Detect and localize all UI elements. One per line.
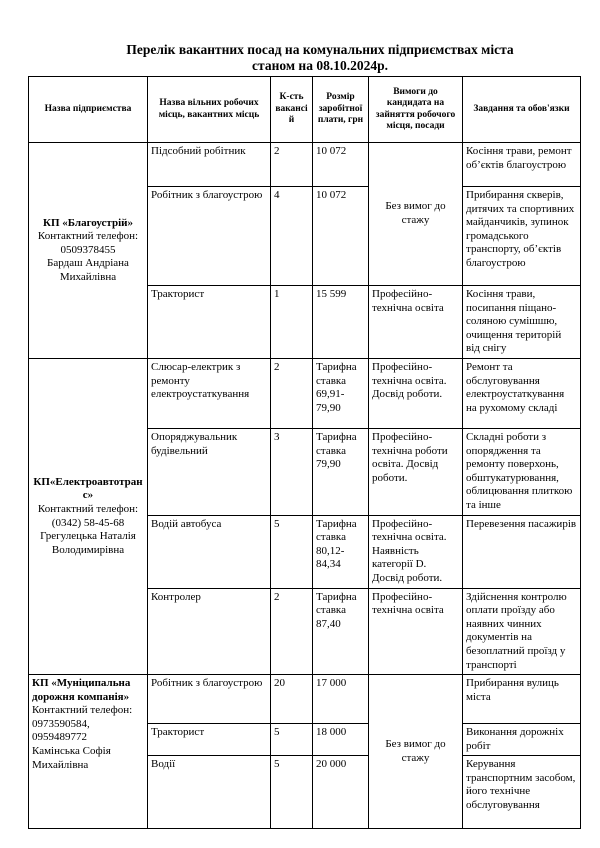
header-requirements: Вимоги до кандидата на зайняття робочого місця, посади [369,77,463,143]
contact-label: Контактний телефон: [37,502,139,515]
position-cell: Робітник з благоустрою [148,675,271,724]
table-row [29,675,581,724]
position-cell: Контролер [148,588,271,675]
salary-cell: 20 000 [313,756,369,829]
salary-cell: 10 072 [313,187,369,286]
page-title [60,42,580,74]
position-cell: Тракторист [148,724,271,756]
title-line-1: Перелік вакантних посад на комунальних підприємствах міста [126,42,514,57]
position-cell: Слюсар-електрик з ремонту електроустаткування [148,359,271,429]
enterprise-cell [29,675,148,829]
header-count: К-сть вакансій [271,77,313,143]
duties-cell: Складні роботи з опорядження та ремонту поверхонь, обштукатурювання, облицювання плиткою та інше [463,429,581,516]
contact-person: Грегулецька Наталія Володимирівна [40,530,136,556]
header-enterprise: Назва підприємства [29,77,148,143]
requirement-cell: Без вимог до стажу [369,143,463,286]
position-cell: Водії [148,756,271,829]
count-cell: 5 [271,515,313,588]
contact-person: Камінська Софія Михайлівна [32,745,111,771]
enterprise-name: КП«Електроавтотранс» [33,475,143,502]
salary-cell: 15 599 [313,286,369,359]
requirement-cell: Професійно-технічна освіта [369,588,463,675]
position-cell: Тракторист [148,286,271,359]
count-cell: 4 [271,187,313,286]
count-cell: 20 [271,675,313,724]
header-row [29,77,581,143]
enterprise-name: КП «Благоустрій» [43,216,133,229]
contact-phones: 0509378455 [60,243,116,256]
position-cell: Опоряджувальник будівельний [148,429,271,516]
count-cell: 5 [271,756,313,829]
duties-cell: Перевезення пасажирів [463,515,581,588]
duties-cell: Виконання дорожніх робіт [463,724,581,756]
duties-cell: Керування транспортним засобом, його технічне обслуговування [463,756,581,829]
duties-cell: Косіння трави, посипання піщано-соляною сумішшю, очищення територій від снігу [463,286,581,359]
position-cell: Робітник з благоустрою [148,187,271,286]
salary-cell: 17 000 [313,675,369,724]
count-cell: 2 [271,143,313,187]
requirement-cell: Професійно-технічна освіта [369,286,463,359]
count-cell: 3 [271,429,313,516]
contact-label: Контактний телефон: [32,704,133,717]
requirement-cell: Професійно-технічна освіта. Наявність категорії D. Досвід роботи. [369,515,463,588]
salary-cell: Тарифна ставка 79,90 [313,429,369,516]
salary-cell: 10 072 [313,143,369,187]
header-duties: Завдання та обов'язки [463,77,581,143]
count-cell: 2 [271,588,313,675]
salary-cell: Тарифна ставка 87,40 [313,588,369,675]
salary-cell: 18 000 [313,724,369,756]
duties-cell: Косіння трави, ремонт об’єктів благоустрою [463,143,581,187]
position-cell: Водій автобуса [148,515,271,588]
contact-label: Контактний телефон: [37,230,139,243]
requirement-cell: Професійно-технічна освіта. Досвід роботи. [369,359,463,429]
salary-cell: Тарифна ставка 80,12-84,34 [313,515,369,588]
header-salary: Розмір заробітної плати, грн [313,77,369,143]
title-line-2: станом на 08.10.2024р. [252,58,388,73]
duties-cell: Прибирання вулиць міста [463,675,581,724]
table-row [29,143,581,187]
requirement-cell: Професійно-технічна роботи освіта. Досвід роботи. [369,429,463,516]
duties-cell: Здійснення контролю оплати проїзду або наявних чинних документів на безоплатний проїзд у транспорті [463,588,581,675]
count-cell: 1 [271,286,313,359]
count-cell: 2 [271,359,313,429]
header-position: Назва вільних робочих місць, вакантних місць [148,77,271,143]
enterprise-cell [29,143,148,359]
salary-cell: Тарифна ставка 69,91-79,90 [313,359,369,429]
duties-cell: Прибирання скверів, дитячих та спортивних майданчиків, зупинок громадського транспорту, об’єктів благоустрою [463,187,581,286]
enterprise-cell [29,359,148,675]
table-row [29,359,581,429]
enterprise-name: КП «Муніципальна дорожня компанія» [32,677,131,703]
requirement-cell: Без вимог до стажу [369,675,463,829]
vacancies-table [28,76,581,829]
count-cell: 5 [271,724,313,756]
contact-phones: (0342) 58-45-68 [51,516,125,529]
contact-person: Бардаш Андріана Михайлівна [47,257,129,283]
position-cell: Підсобний робітник [148,143,271,187]
contact-phones: 0973590584, 0959489772 [32,717,90,744]
duties-cell: Ремонт та обслуговування електроустаткування на рухомому складі [463,359,581,429]
